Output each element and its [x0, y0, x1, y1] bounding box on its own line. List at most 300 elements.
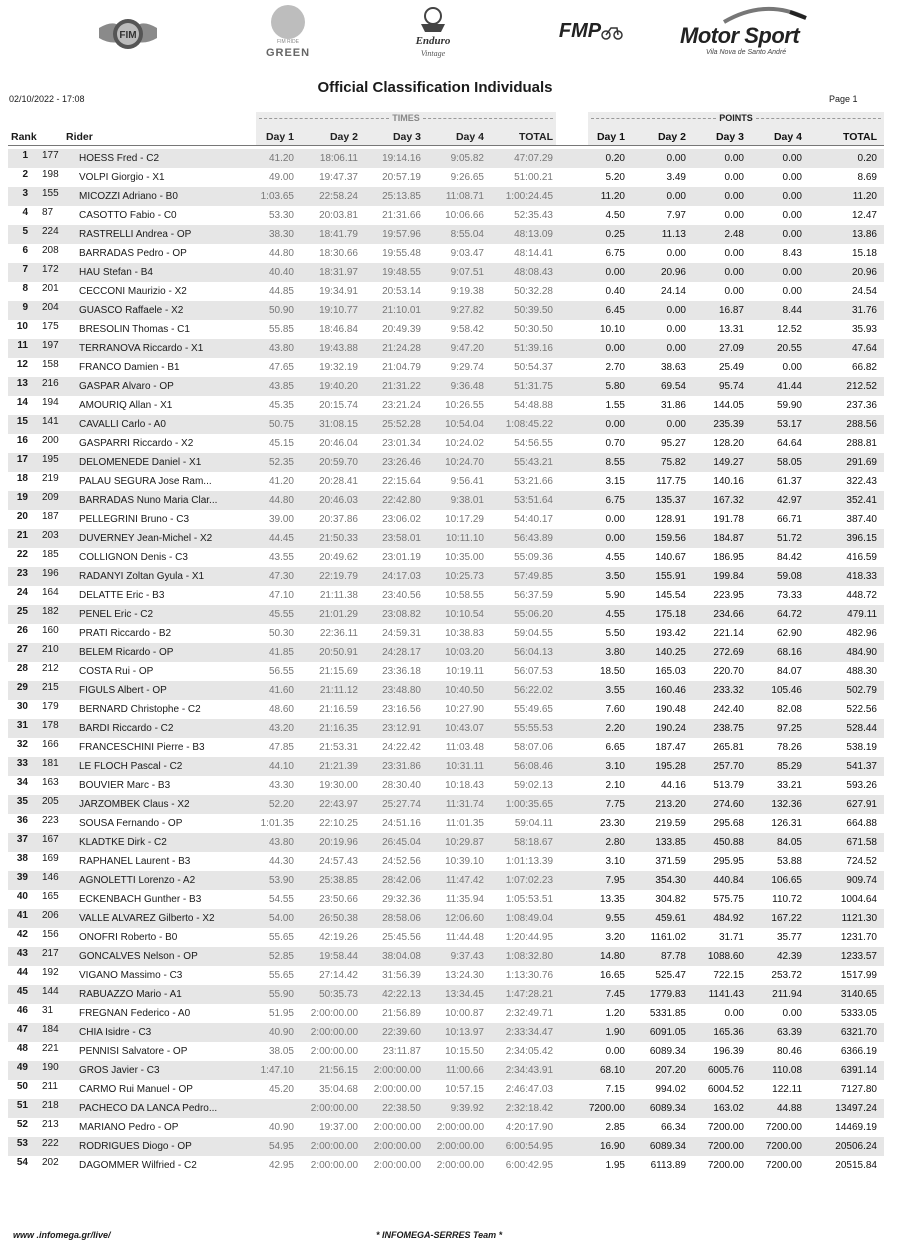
rider-number-cell: 219 — [42, 473, 59, 484]
points-cell: 82.08 — [776, 704, 802, 715]
fim-emblem-icon — [97, 14, 159, 54]
time-cell: 20:49.39 — [382, 324, 421, 335]
footer-team: * INFOMEGA-SERRES Team * — [376, 1230, 503, 1240]
rider-number-cell: 156 — [42, 929, 59, 940]
points-cell: 31.71 — [718, 932, 744, 943]
points-cell: 0.70 — [605, 438, 625, 449]
points-cell: 0.00 — [605, 419, 625, 430]
points-cell: 237.36 — [846, 400, 877, 411]
rider-name-cell: PACHECO DA LANCA Pedro... — [79, 1103, 218, 1114]
points-cell: 440.84 — [713, 875, 744, 886]
time-cell: 1:20:44.95 — [505, 932, 553, 943]
rank-cell: 45 — [16, 986, 28, 997]
time-cell: 50:54.37 — [514, 362, 553, 373]
points-cell: 541.37 — [846, 761, 877, 772]
time-cell: 18:30.66 — [319, 248, 358, 259]
rider-name-cell: CASOTTO Fabio - C0 — [79, 210, 177, 221]
points-cell: 165.36 — [713, 1027, 744, 1038]
rider-number-cell: 195 — [42, 454, 59, 465]
points-cell: 16.87 — [718, 305, 744, 316]
time-cell: 41.85 — [268, 647, 294, 658]
rider-number-cell: 200 — [42, 435, 59, 446]
time-cell: 9:56.41 — [450, 476, 484, 487]
points-cell: 593.26 — [846, 780, 877, 791]
column-header-points-day2: Day 2 — [657, 131, 686, 143]
time-cell: 10:25.73 — [445, 571, 484, 582]
rider-name-cell: GUASCO Raffaele - X2 — [79, 305, 184, 316]
time-cell: 10:31.11 — [445, 761, 484, 772]
rider-number-cell: 202 — [42, 1157, 59, 1168]
time-cell: 21:01.29 — [319, 609, 358, 620]
points-cell: 47.64 — [851, 343, 877, 354]
points-cell: 64.72 — [776, 609, 802, 620]
table-row — [0, 225, 900, 244]
rank-cell: 9 — [22, 302, 28, 313]
points-cell: 0.00 — [782, 210, 802, 221]
table-row — [0, 377, 900, 396]
points-cell: 994.02 — [655, 1084, 686, 1095]
points-cell: 2.80 — [605, 837, 625, 848]
time-cell: 48:13.09 — [514, 229, 553, 240]
rank-cell: 50 — [16, 1081, 28, 1092]
rider-name-cell: PRATI Riccardo - B2 — [79, 628, 172, 639]
rider-name-cell: RADANYI Zoltan Gyula - X1 — [79, 571, 205, 582]
time-cell: 21:50.33 — [319, 533, 358, 544]
rank-cell: 22 — [16, 549, 28, 560]
table-row — [0, 871, 900, 890]
rider-name-cell: CHIA Isidre - C3 — [79, 1027, 152, 1038]
fim-ride-green-logo — [266, 4, 310, 60]
time-cell: 25:27.74 — [382, 799, 421, 810]
rider-number-cell: 172 — [42, 264, 59, 275]
rider-number-cell: 184 — [42, 1024, 59, 1035]
points-cell: 0.00 — [724, 248, 744, 259]
points-cell: 724.52 — [846, 856, 877, 867]
points-cell: 3.20 — [605, 932, 625, 943]
rider-name-cell: BARRADAS Nuno Maria Clar... — [79, 495, 218, 506]
time-cell: 21:31.66 — [382, 210, 421, 221]
points-cell: 64.64 — [776, 438, 802, 449]
time-cell: 49.00 — [268, 172, 294, 183]
points-cell: 1088.60 — [707, 951, 744, 962]
rank-cell: 3 — [22, 188, 28, 199]
points-group-label: POINTS — [719, 113, 753, 123]
rider-number-cell: 158 — [42, 359, 59, 370]
time-cell: 43.55 — [268, 552, 294, 563]
time-cell: 21:21.39 — [319, 761, 358, 772]
rider-number-cell: 192 — [42, 967, 59, 978]
time-cell: 55:55.53 — [514, 723, 553, 734]
points-cell: 6.75 — [605, 248, 625, 259]
points-cell: 7.97 — [666, 210, 686, 221]
points-cell: 7.60 — [605, 704, 625, 715]
points-cell: 0.00 — [724, 153, 744, 164]
points-cell: 59.08 — [776, 571, 802, 582]
points-cell: 909.74 — [846, 875, 877, 886]
rank-cell: 44 — [16, 967, 28, 978]
points-cell: 3.50 — [605, 571, 625, 582]
time-cell: 19:47.37 — [319, 172, 358, 183]
fim-logo — [97, 14, 159, 54]
time-cell: 38.30 — [268, 229, 294, 240]
rider-name-cell: AGNOLETTI Lorenzo - A2 — [79, 875, 196, 886]
motor-sport-subtext: Vila Nova de Santo André — [706, 48, 787, 56]
table-row — [0, 434, 900, 453]
table-row — [0, 738, 900, 757]
points-cell: 233.32 — [713, 685, 744, 696]
time-cell: 52.35 — [268, 457, 294, 468]
points-cell: 234.66 — [713, 609, 744, 620]
points-cell: 5333.05 — [840, 1008, 877, 1019]
rank-cell: 20 — [16, 511, 28, 522]
document-datetime: 02/10/2022 - 17:08 — [9, 94, 85, 104]
time-cell: 10:15.50 — [445, 1046, 484, 1057]
rank-cell: 31 — [16, 720, 28, 731]
time-cell: 9:47.20 — [450, 343, 484, 354]
points-cell: 23.30 — [599, 818, 625, 829]
rank-cell: 12 — [16, 359, 28, 370]
time-cell: 22:10.25 — [319, 818, 358, 829]
time-cell: 21:31.22 — [382, 381, 421, 392]
time-cell: 10:19.11 — [445, 666, 484, 677]
points-cell: 7200.00 — [765, 1122, 802, 1133]
rank-cell: 15 — [16, 416, 28, 427]
points-cell: 167.22 — [771, 913, 802, 924]
rank-cell: 35 — [16, 796, 28, 807]
rank-cell: 24 — [16, 587, 28, 598]
time-cell: 25:38.85 — [319, 875, 358, 886]
points-cell: 7.15 — [605, 1084, 625, 1095]
points-cell: 31.86 — [660, 400, 686, 411]
time-cell: 2:46:47.03 — [505, 1084, 553, 1095]
time-cell: 2:34:05.42 — [505, 1046, 553, 1057]
time-cell: 10:43.07 — [445, 723, 484, 734]
points-cell: 3.49 — [666, 172, 686, 183]
points-cell: 5.90 — [605, 590, 625, 601]
svg-text:Enduro: Enduro — [415, 35, 451, 47]
points-cell: 155.91 — [655, 571, 686, 582]
rider-name-cell: COLLIGNON Denis - C3 — [79, 552, 188, 563]
points-cell: 18.50 — [599, 666, 625, 677]
rank-cell: 13 — [16, 378, 28, 389]
rider-number-cell: 141 — [42, 416, 59, 427]
points-cell: 396.15 — [846, 533, 877, 544]
points-cell: 0.00 — [666, 343, 686, 354]
time-cell: 19:58.44 — [319, 951, 358, 962]
points-cell: 95.27 — [660, 438, 686, 449]
table-row — [0, 605, 900, 624]
time-cell: 10:27.90 — [445, 704, 484, 715]
time-cell: 11:31.74 — [445, 799, 484, 810]
rank-cell: 41 — [16, 910, 28, 921]
points-cell: 6.65 — [605, 742, 625, 753]
points-cell: 51.72 — [776, 533, 802, 544]
time-cell: 25:45.56 — [382, 932, 421, 943]
time-cell: 19:37.00 — [319, 1122, 358, 1133]
points-group-header — [588, 112, 884, 124]
time-cell: 31:56.39 — [382, 970, 421, 981]
rider-name-cell: GROS Javier - C3 — [79, 1065, 160, 1076]
column-header-rider: Rider — [66, 131, 93, 143]
points-cell: 2.20 — [605, 723, 625, 734]
points-cell: 7200.00 — [765, 1160, 802, 1171]
rider-name-cell: GONCALVES Nelson - OP — [79, 951, 198, 962]
time-cell: 42.95 — [268, 1160, 294, 1171]
time-cell: 2:00:00.00 — [310, 1141, 358, 1152]
points-cell: 1121.30 — [841, 913, 877, 924]
points-cell: 538.19 — [846, 742, 877, 753]
time-cell: 52.85 — [268, 951, 294, 962]
rider-number-cell: 197 — [42, 340, 59, 351]
motor-sport-text: Motor Sport — [680, 22, 800, 48]
points-cell: 84.07 — [776, 666, 802, 677]
time-cell: 51.95 — [268, 1008, 294, 1019]
points-cell: 3.80 — [605, 647, 625, 658]
points-cell: 0.00 — [782, 191, 802, 202]
rank-cell: 54 — [16, 1157, 28, 1168]
rank-cell: 47 — [16, 1024, 28, 1035]
time-cell: 50.90 — [268, 305, 294, 316]
points-cell: 528.44 — [846, 723, 877, 734]
table-row — [0, 1099, 900, 1118]
points-cell: 38.63 — [660, 362, 686, 373]
points-cell: 193.42 — [655, 628, 686, 639]
points-cell: 722.15 — [713, 970, 744, 981]
sponsor-logos — [0, 0, 900, 70]
points-cell: 117.75 — [656, 476, 686, 487]
time-cell: 23:40.56 — [382, 590, 421, 601]
points-cell: 163.02 — [713, 1103, 744, 1114]
rider-number-cell: 87 — [42, 207, 54, 218]
points-cell: 0.00 — [782, 267, 802, 278]
time-cell: 47.10 — [268, 590, 294, 601]
time-cell: 51:00.21 — [514, 172, 553, 183]
points-cell: 450.88 — [713, 837, 744, 848]
points-cell: 184.87 — [713, 533, 744, 544]
rank-cell: 33 — [16, 758, 28, 769]
motorcycle-icon — [601, 22, 623, 40]
time-cell: 41.20 — [268, 476, 294, 487]
points-cell: 128.91 — [655, 514, 686, 525]
time-cell: 9:26.65 — [450, 172, 484, 183]
time-cell: 1:00:24.45 — [505, 191, 553, 202]
time-cell: 9:05.82 — [450, 153, 484, 164]
table-row — [0, 263, 900, 282]
points-cell: 8.43 — [782, 248, 802, 259]
enduro-vintage-emblem-icon — [407, 4, 459, 62]
time-cell: 19:14.16 — [382, 153, 421, 164]
time-cell: 1:13:30.76 — [505, 970, 553, 981]
time-cell: 44.10 — [268, 761, 294, 772]
time-cell: 2:34:43.91 — [505, 1065, 553, 1076]
rider-name-cell: BARRADAS Pedro - OP — [79, 248, 187, 259]
time-cell: 2:00:00.00 — [373, 1141, 421, 1152]
time-cell: 59:04.11 — [514, 818, 553, 829]
points-cell: 95.74 — [718, 381, 744, 392]
rider-number-cell: 155 — [42, 188, 59, 199]
time-cell: 20:19.96 — [319, 837, 358, 848]
points-cell: 0.00 — [782, 1008, 802, 1019]
points-cell: 0.00 — [782, 229, 802, 240]
time-cell: 53:21.66 — [514, 476, 553, 487]
points-cell: 63.39 — [776, 1027, 802, 1038]
time-cell: 21:11.12 — [319, 685, 358, 696]
time-cell: 9:19.38 — [450, 286, 484, 297]
time-cell: 31:08.15 — [319, 419, 358, 430]
column-header-row — [0, 131, 900, 145]
column-header-time-total: TOTAL — [518, 131, 553, 143]
time-cell: 10:26.55 — [445, 400, 484, 411]
time-cell: 55:09.36 — [514, 552, 553, 563]
points-cell: 0.00 — [782, 172, 802, 183]
fmp-logo — [558, 16, 624, 46]
rider-name-cell: RABUAZZO Mario - A1 — [79, 989, 182, 1000]
rank-cell: 40 — [16, 891, 28, 902]
points-cell: 7200.00 — [765, 1141, 802, 1152]
time-cell: 21:16.35 — [319, 723, 358, 734]
time-cell: 9:58.42 — [450, 324, 484, 335]
time-cell: 55.65 — [268, 932, 294, 943]
time-cell: 50.75 — [268, 419, 294, 430]
points-cell: 288.81 — [846, 438, 877, 449]
points-cell: 135.37 — [655, 495, 686, 506]
time-cell: 21:56.89 — [382, 1008, 421, 1019]
time-cell: 2:00:00.00 — [310, 1103, 358, 1114]
points-cell: 479.11 — [847, 609, 877, 620]
time-cell: 22:42.80 — [382, 495, 421, 506]
points-cell: 484.92 — [713, 913, 744, 924]
rider-name-cell: VOLPI Giorgio - X1 — [79, 172, 165, 183]
time-cell: 1:47:28.21 — [505, 989, 553, 1000]
rider-name-cell: MICOZZI Adriano - B0 — [79, 191, 178, 202]
points-cell: 7200.00 — [707, 1141, 744, 1152]
table-row — [0, 795, 900, 814]
rider-number-cell: 217 — [42, 948, 59, 959]
points-cell: 31.76 — [851, 305, 877, 316]
points-cell: 6005.76 — [707, 1065, 744, 1076]
table-row — [0, 643, 900, 662]
rider-name-cell: CAVALLI Carlo - A0 — [79, 419, 166, 430]
rider-number-cell: 198 — [42, 169, 59, 180]
rider-name-cell: VIGANO Massimo - C3 — [79, 970, 183, 981]
time-cell: 1:47.10 — [260, 1065, 294, 1076]
points-cell: 1231.70 — [840, 932, 877, 943]
table-row — [0, 833, 900, 852]
points-cell: 7.45 — [605, 989, 625, 1000]
points-cell: 59.90 — [776, 400, 802, 411]
time-cell: 10:54.04 — [445, 419, 484, 430]
points-cell: 14.80 — [599, 951, 625, 962]
table-row — [0, 529, 900, 548]
points-cell: 212.52 — [846, 381, 877, 392]
points-cell: 0.00 — [605, 514, 625, 525]
rank-cell: 30 — [16, 701, 28, 712]
points-cell: 291.69 — [846, 457, 877, 468]
table-row — [0, 985, 900, 1004]
rider-name-cell: AMOURIQ Allan - X1 — [79, 400, 173, 411]
table-row — [0, 1118, 900, 1137]
points-cell: 0.00 — [666, 305, 686, 316]
table-row — [0, 206, 900, 225]
time-cell: 56:22.02 — [514, 685, 553, 696]
time-cell: 22:58.24 — [319, 191, 358, 202]
points-cell: 15.18 — [851, 248, 877, 259]
time-cell: 22:15.64 — [382, 476, 421, 487]
time-cell: 43.30 — [268, 780, 294, 791]
column-header-time-day4: Day 4 — [455, 131, 484, 143]
column-header-points-day4: Day 4 — [773, 131, 802, 143]
rank-cell: 23 — [16, 568, 28, 579]
time-cell: 19:32.19 — [319, 362, 358, 373]
points-cell: 0.00 — [782, 286, 802, 297]
rider-number-cell: 209 — [42, 492, 59, 503]
points-cell: 190.48 — [655, 704, 686, 715]
points-cell: 6004.52 — [707, 1084, 744, 1095]
time-cell: 1:08:32.80 — [505, 951, 553, 962]
points-cell: 6391.14 — [840, 1065, 877, 1076]
time-cell: 22:38.50 — [382, 1103, 421, 1114]
points-cell: 16.90 — [599, 1141, 625, 1152]
time-cell: 10:00.87 — [445, 1008, 484, 1019]
time-cell: 23:21.24 — [382, 400, 421, 411]
points-cell: 61.37 — [776, 476, 802, 487]
time-cell: 40.90 — [268, 1122, 294, 1133]
time-cell: 9:37.43 — [450, 951, 484, 962]
time-cell: 21:04.79 — [382, 362, 421, 373]
points-cell: 105.46 — [771, 685, 802, 696]
points-cell: 13.35 — [599, 894, 625, 905]
points-cell: 1004.64 — [840, 894, 877, 905]
time-cell: 43.20 — [268, 723, 294, 734]
time-cell: 23:08.82 — [382, 609, 421, 620]
points-cell: 132.36 — [771, 799, 802, 810]
table-row — [0, 301, 900, 320]
rank-cell: 16 — [16, 435, 28, 446]
table-row — [0, 1023, 900, 1042]
points-cell: 20.96 — [660, 267, 686, 278]
time-cell: 40.40 — [268, 267, 294, 278]
time-cell: 19:40.20 — [319, 381, 358, 392]
time-cell: 10:58.55 — [445, 590, 484, 601]
table-row — [0, 548, 900, 567]
points-cell: 418.33 — [846, 571, 877, 582]
points-cell: 140.67 — [655, 552, 686, 563]
points-cell: 122.11 — [772, 1084, 802, 1095]
time-cell: 26:50.38 — [319, 913, 358, 924]
time-cell: 22:36.11 — [319, 628, 358, 639]
time-cell: 2:00:00.00 — [373, 1160, 421, 1171]
time-cell: 43.80 — [268, 343, 294, 354]
points-cell: 522.56 — [846, 704, 877, 715]
points-cell: 213.20 — [655, 799, 686, 810]
time-cell: 56:08.46 — [514, 761, 553, 772]
points-cell: 5.80 — [605, 381, 625, 392]
table-row — [0, 928, 900, 947]
points-cell: 20.55 — [776, 343, 802, 354]
rider-name-cell: FREGNAN Federico - A0 — [79, 1008, 191, 1019]
time-cell: 23:01.19 — [382, 552, 421, 563]
points-cell: 73.33 — [776, 590, 802, 601]
points-cell: 253.72 — [771, 970, 802, 981]
time-cell: 19:55.48 — [382, 248, 421, 259]
points-cell: 11.13 — [661, 229, 686, 240]
time-cell: 11:01.35 — [445, 818, 484, 829]
time-cell: 20:57.19 — [382, 172, 421, 183]
time-cell: 23:06.02 — [382, 514, 421, 525]
points-cell: 160.46 — [655, 685, 686, 696]
time-cell: 55.90 — [268, 989, 294, 1000]
column-header-time-day3: Day 3 — [392, 131, 421, 143]
